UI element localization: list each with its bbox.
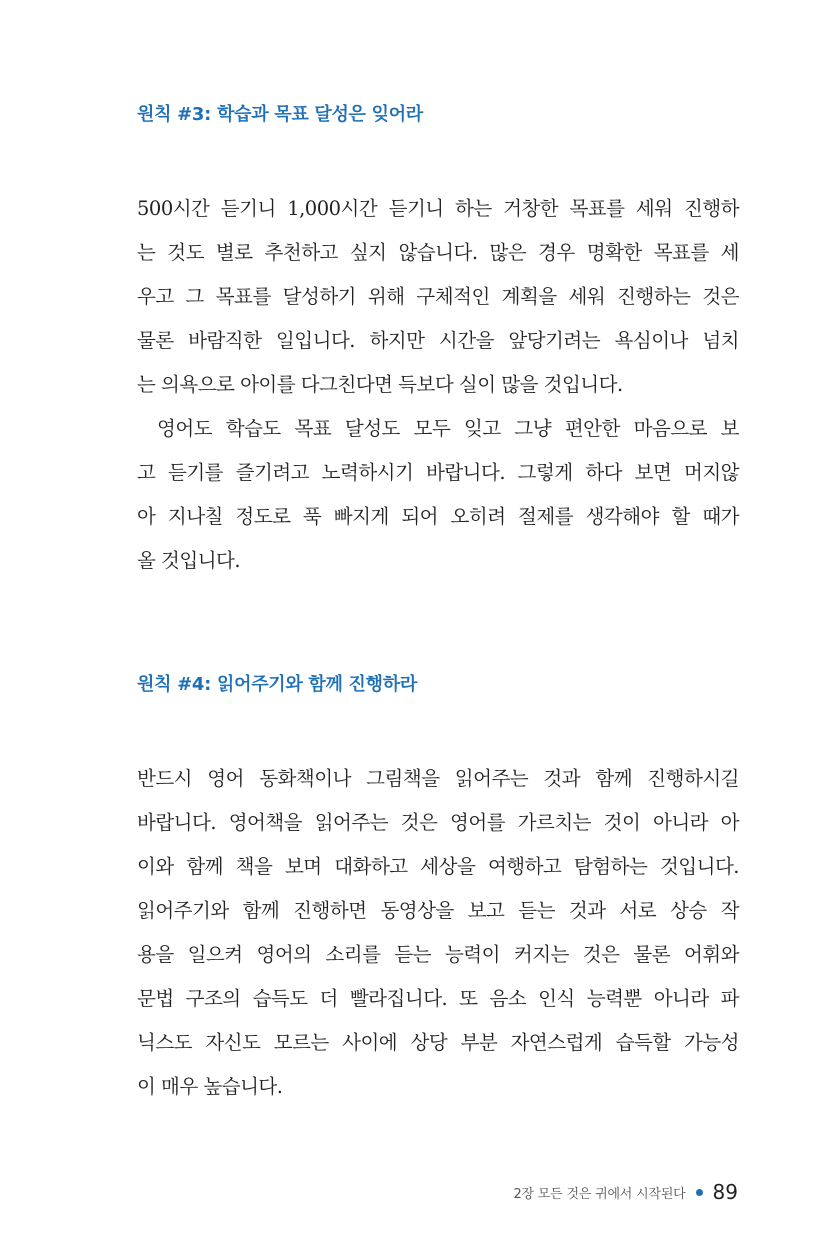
paragraph-line: 500시간 듣기니 1,000시간 듣기니 하는 거창한 목표를 세워 진행하 bbox=[137, 197, 739, 220]
paragraph-line: 올 것입니다. bbox=[137, 549, 241, 572]
paragraph-line: 우고 그 목표를 달성하기 위해 구체적인 계획을 세워 진행하는 것은 bbox=[137, 285, 739, 308]
paragraph-line: 읽어주기와 함께 진행하면 동영상을 보고 듣는 것과 서로 상승 작 bbox=[137, 899, 739, 922]
page-number: 89 bbox=[712, 1180, 738, 1204]
paragraph-line: 닉스도 자신도 모르는 사이에 상당 부분 자연스럽게 습득할 가능성 bbox=[137, 1031, 739, 1054]
paragraph-line: 물론 바람직한 일입니다. 하지만 시간을 앞당기려는 욕심이나 넘치 bbox=[137, 329, 739, 352]
paragraph-line: 반드시 영어 동화책이나 그림책을 읽어주는 것과 함께 진행하시길 bbox=[137, 767, 739, 790]
section-body-principle-4 bbox=[137, 757, 739, 1109]
page-footer bbox=[513, 1180, 738, 1204]
paragraph-line: 바랍니다. 영어책을 읽어주는 것은 영어를 가르치는 것이 아니라 아 bbox=[137, 811, 739, 834]
paragraph-line: 고 듣기를 즐기려고 노력하시기 바랍니다. 그렇게 하다 보면 머지않 bbox=[137, 461, 739, 484]
section-body-principle-3 bbox=[137, 187, 739, 583]
section-heading-principle-3: 원칙 #3: 학습과 목표 달성은 잊어라 bbox=[137, 104, 423, 125]
paragraph-line: 이 매우 높습니다. bbox=[137, 1075, 283, 1098]
paragraph-line: 영어도 학습도 목표 달성도 모두 잊고 그냥 편안한 마음으로 보 bbox=[157, 417, 739, 440]
chapter-title: 2장 모든 것은 귀에서 시작된다 bbox=[513, 1186, 686, 1202]
paragraph-line: 이와 함께 책을 보며 대화하고 세상을 여행하고 탐험하는 것입니다. bbox=[137, 855, 739, 878]
paragraph-line: 는 의욕으로 아이를 다그친다면 득보다 실이 많을 것입니다. bbox=[137, 373, 623, 396]
paragraph-line: 문법 구조의 습득도 더 빨라집니다. 또 음소 인식 능력뿐 아니라 파 bbox=[137, 987, 739, 1010]
paragraph-line: 는 것도 별로 추천하고 싶지 않습니다. 많은 경우 명확한 목표를 세 bbox=[137, 241, 739, 264]
paragraph-line: 아 지나칠 정도로 푹 빠지게 되어 오히려 절제를 생각해야 할 때가 bbox=[137, 505, 739, 528]
bullet-dot-icon bbox=[696, 1189, 703, 1196]
section-heading-principle-4: 원칙 #4: 읽어주기와 함께 진행하라 bbox=[137, 674, 417, 695]
paragraph-line: 용을 일으켜 영어의 소리를 듣는 능력이 커지는 것은 물론 어휘와 bbox=[137, 943, 739, 966]
